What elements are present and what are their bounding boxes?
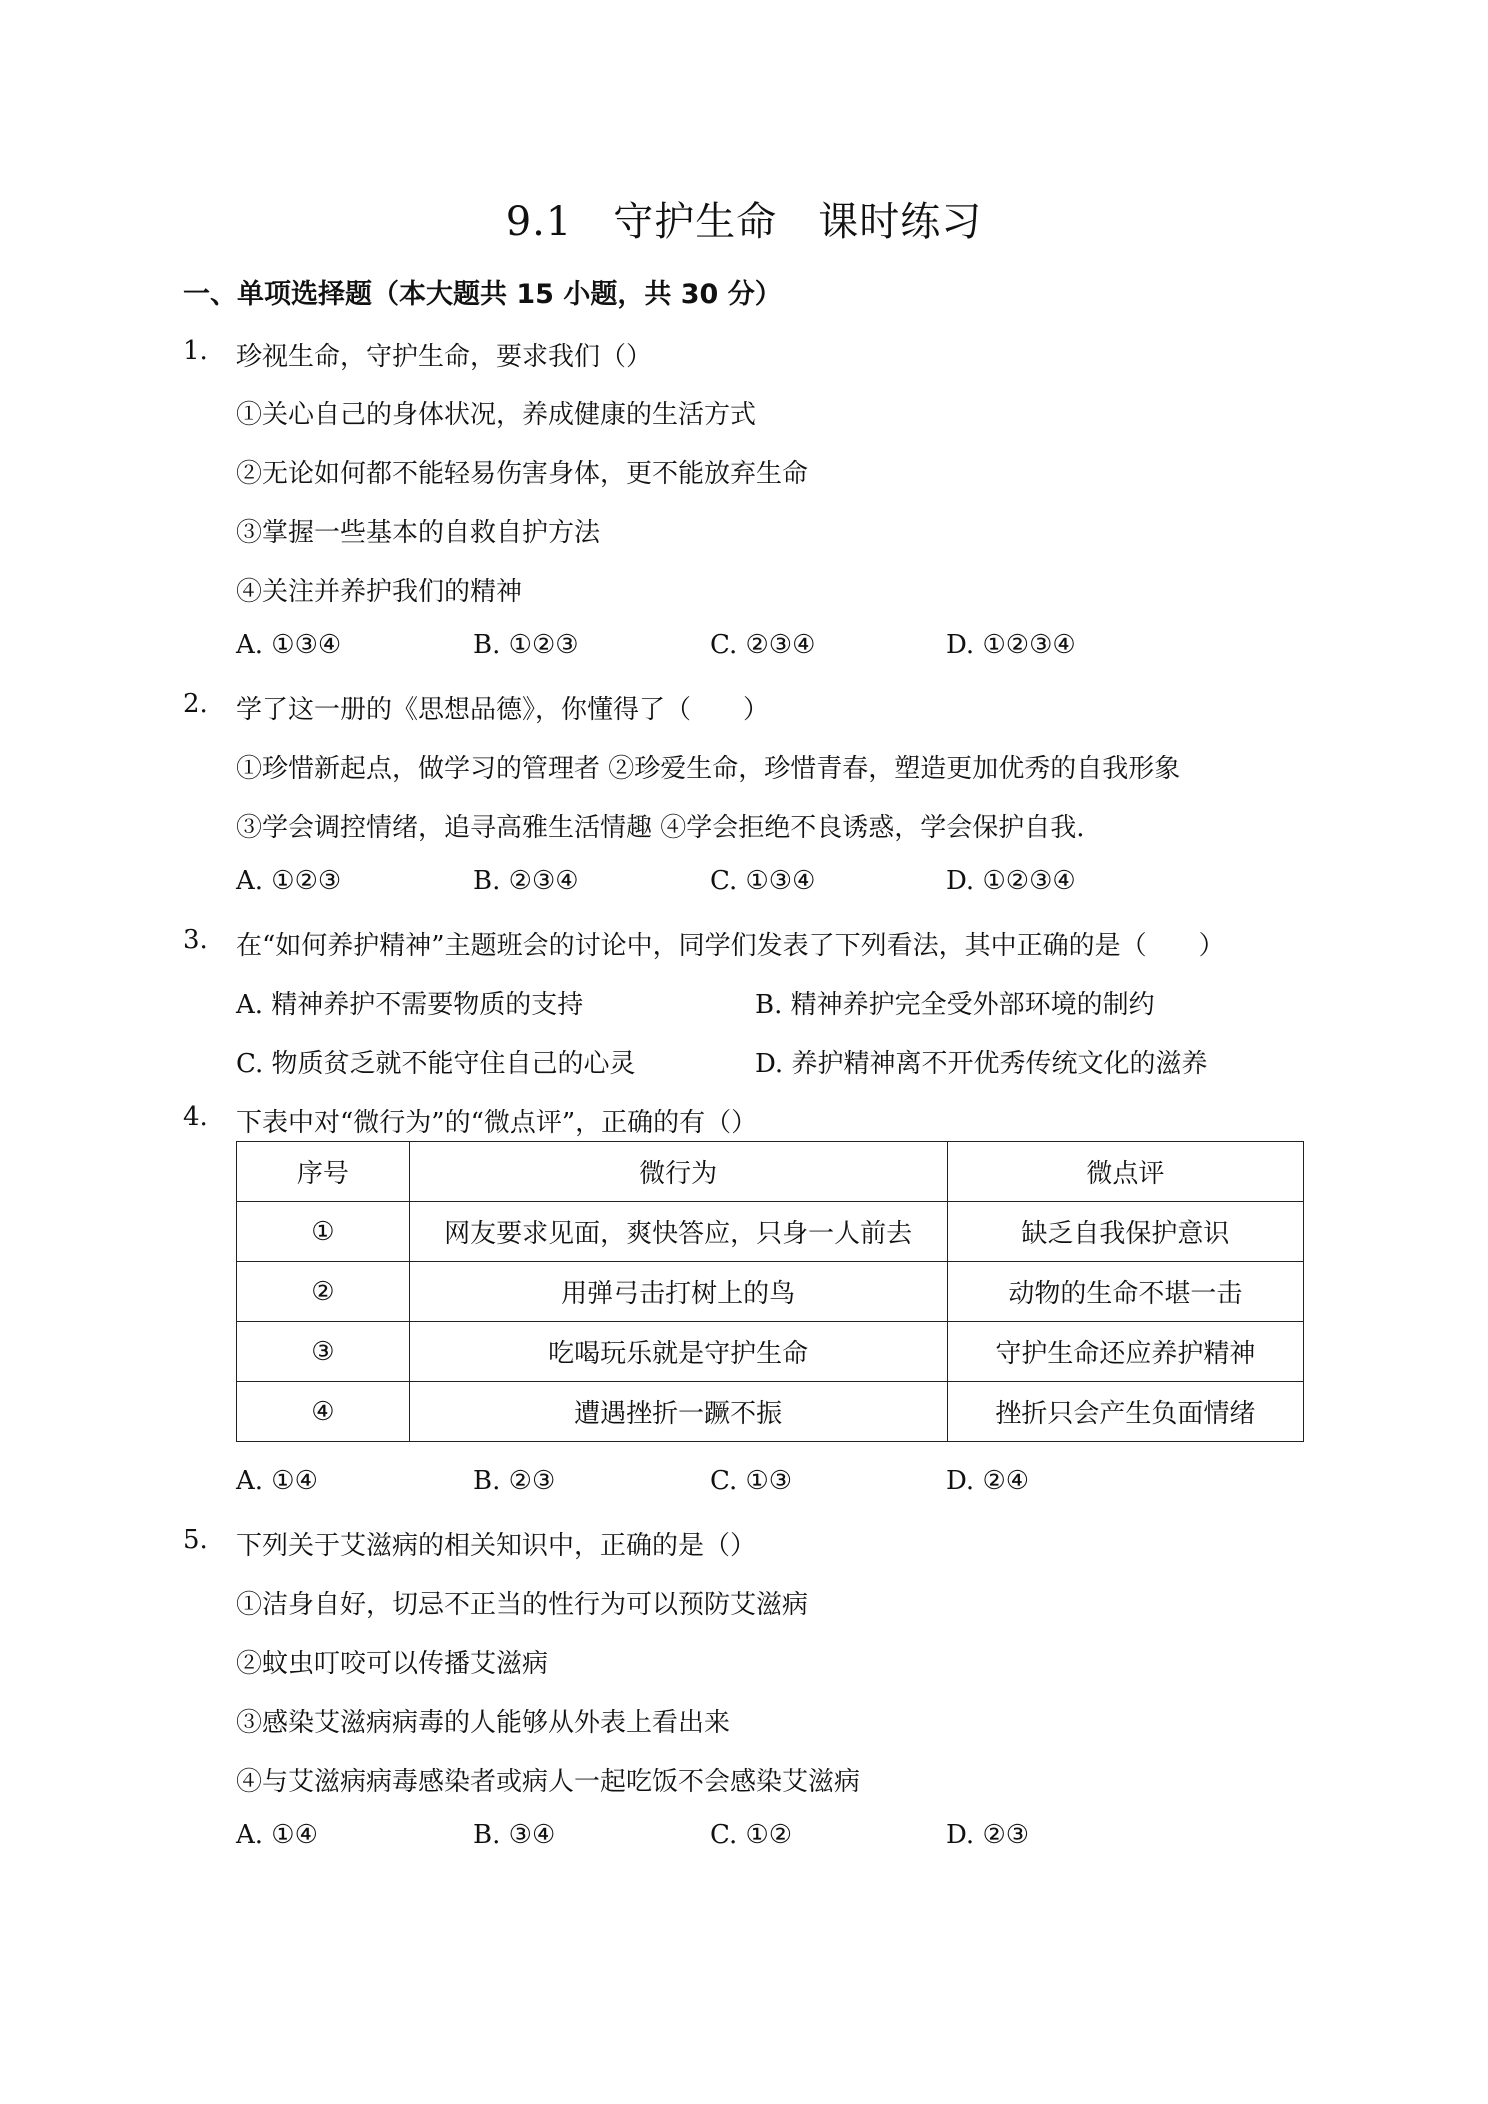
question-table — [236, 1141, 1304, 1442]
question-item: ③感染艾滋病病毒的人能够从外表上看出来 — [236, 1708, 731, 1738]
question-number: 4. — [183, 1102, 208, 1132]
table-cell: 吃喝玩乐就是守护生命 — [409, 1322, 947, 1382]
question-number: 5. — [183, 1525, 208, 1555]
question-item: ①关心自己的身体状况，养成健康的生活方式 — [236, 400, 757, 430]
answer-option: D. ①②③④ — [946, 866, 1076, 896]
answer-option: B. ①②③ — [473, 630, 579, 660]
question-item: ①珍惜新起点，做学习的管理者 ②珍爱生命，珍惜青春，塑造更加优秀的自我形象 — [236, 754, 1181, 784]
table-cell: ④ — [237, 1382, 410, 1442]
question-item: ①洁身自好，切忌不正当的性行为可以预防艾滋病 — [236, 1590, 809, 1620]
answer-option: D. ②③ — [946, 1820, 1030, 1850]
table-cell: 动物的生命不堪一击 — [947, 1262, 1303, 1322]
question-item: ④与艾滋病病毒感染者或病人一起吃饭不会感染艾滋病 — [236, 1767, 861, 1797]
question-stem: 下列关于艾滋病的相关知识中，正确的是（） — [236, 1531, 757, 1561]
question-item: ④关注并养护我们的精神 — [236, 577, 523, 607]
table-cell: 缺乏自我保护意识 — [947, 1202, 1303, 1262]
question-stem: 在“如何养护精神”主题班会的讨论中，同学们发表了下列看法，其中正确的是（ ） — [236, 931, 1225, 961]
answer-option: D. ②④ — [946, 1466, 1030, 1496]
table-cell: 用弹弓击打树上的鸟 — [409, 1262, 947, 1322]
answer-option: D. 养护精神离不开优秀传统文化的滋养 — [755, 1049, 1208, 1079]
answer-option: A. ①③④ — [236, 630, 342, 660]
answer-option: C. ①③④ — [710, 866, 816, 896]
question-item: ②无论如何都不能轻易伤害身体，更不能放弃生命 — [236, 459, 809, 489]
question-item: ③学会调控情绪，追寻高雅生活情趣 ④学会拒绝不良诱惑，学会保护自我. — [236, 813, 1085, 843]
answer-option: A. ①④ — [236, 1466, 318, 1496]
table-cell: 网友要求见面，爽快答应，只身一人前去 — [409, 1202, 947, 1262]
question-number: 2. — [183, 689, 208, 719]
section-heading: 一、单项选择题（本大题共 15 小题，共 30 分） — [183, 279, 782, 310]
answer-option: B. 精神养护完全受外部环境的制约 — [755, 990, 1155, 1020]
table-cell: 守护生命还应养护精神 — [947, 1322, 1303, 1382]
answer-option: C. 物质贫乏就不能守住自己的心灵 — [236, 1049, 636, 1079]
question-number: 1. — [183, 336, 208, 366]
table-cell: 挫折只会产生负面情绪 — [947, 1382, 1303, 1442]
answer-option: C. ①② — [710, 1820, 793, 1850]
table-header-cell: 微行为 — [409, 1142, 947, 1202]
answer-option: C. ①③ — [710, 1466, 793, 1496]
table-cell: 遭遇挫折一蹶不振 — [409, 1382, 947, 1442]
table-row — [237, 1322, 1304, 1382]
question-stem: 下表中对“微行为”的“微点评”，正确的有（） — [236, 1108, 758, 1138]
table-cell: ③ — [237, 1322, 410, 1382]
page-title: 9.1 守护生命 课时练习 — [505, 199, 983, 245]
question-number: 3. — [183, 925, 208, 955]
table-cell: ② — [237, 1262, 410, 1322]
answer-option: A. 精神养护不需要物质的支持 — [236, 990, 584, 1020]
table-header-row — [237, 1142, 1304, 1202]
table-header-cell: 序号 — [237, 1142, 410, 1202]
answer-option: D. ①②③④ — [946, 630, 1076, 660]
answer-option: B. ②③ — [473, 1466, 556, 1496]
question-stem: 学了这一册的《思想品德》，你懂得了（ ） — [236, 695, 770, 725]
answer-option: B. ③④ — [473, 1820, 556, 1850]
answer-option: A. ①②③ — [236, 866, 342, 896]
question-stem: 珍视生命，守护生命，要求我们（） — [236, 342, 653, 372]
table-cell: ① — [237, 1202, 410, 1262]
table-row — [237, 1262, 1304, 1322]
answer-option: C. ②③④ — [710, 630, 816, 660]
answer-option: B. ②③④ — [473, 866, 579, 896]
table-header-cell: 微点评 — [947, 1142, 1303, 1202]
question-item: ③掌握一些基本的自救自护方法 — [236, 518, 601, 548]
table-row — [237, 1202, 1304, 1262]
table-row — [237, 1382, 1304, 1442]
answer-option: A. ①④ — [236, 1820, 318, 1850]
question-item: ②蚊虫叮咬可以传播艾滋病 — [236, 1649, 549, 1679]
